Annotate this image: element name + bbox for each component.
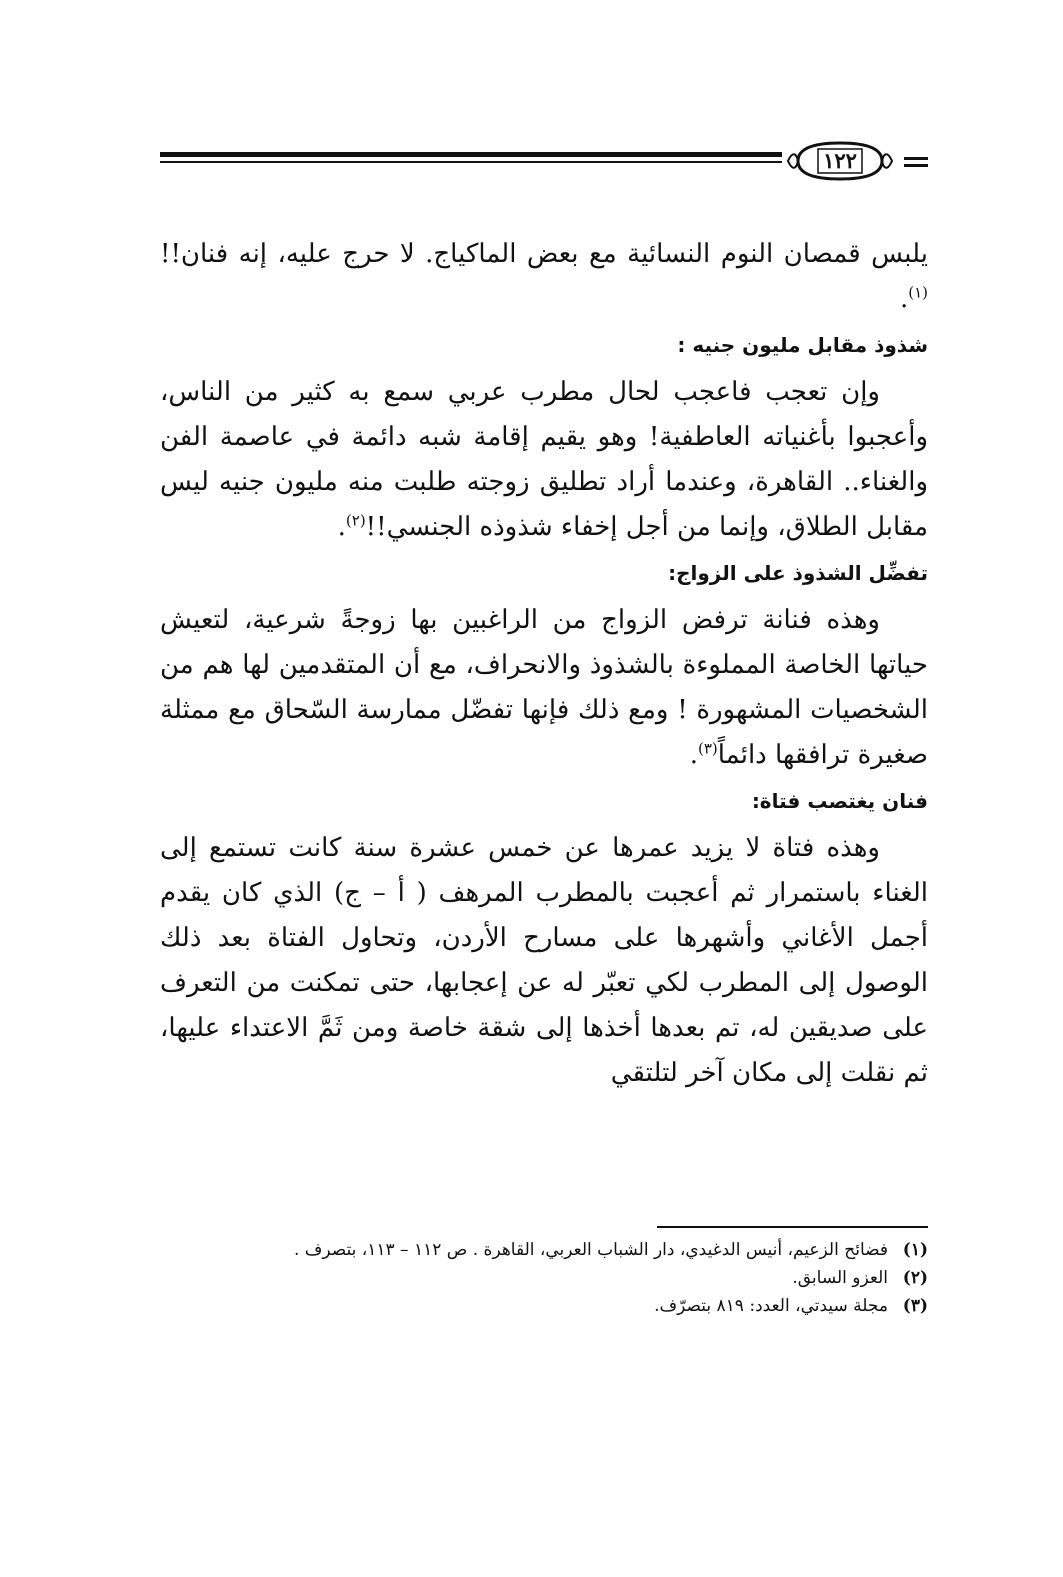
footnote-2-number: (٢) <box>902 1268 928 1288</box>
paragraph-2-text: وإن تعجب فاعجب لحال مطرب عربي سمع به كثير من الناس، وأعجبوا بأغنياته العاطفية! وهو يقيم إقامة شبه دائمة في عاصمة الفن والغناء.. القاهرة، وعندما أراد تطليق زوجته طلبت منه مليون جنيه ليس مقابل الطلاق، وإنما من أجل إخفاء شذوذه الجنسي!! <box>160 377 928 542</box>
footnote-2 <box>160 1264 928 1292</box>
footnote-3 <box>160 1292 928 1320</box>
footnote-3-text: مجلة سيدتي، العدد: ٨١٩ بتصرّف. <box>654 1296 888 1316</box>
footnote-1-number: (١) <box>902 1240 928 1260</box>
paragraph-1-end: . <box>899 284 909 314</box>
header-rule <box>160 152 782 163</box>
footnote-ref-3: (٣) <box>697 739 718 758</box>
paragraph-1-text: يلبس قمصان النوم النسائية مع بعض الماكياج. لا حرج عليه، إنه فنان!! <box>160 239 928 269</box>
page-number-badge <box>784 140 896 182</box>
paragraph-1 <box>160 232 928 322</box>
heading-1: شذوذ مقابل مليون جنيه : <box>677 333 928 357</box>
heading-3: فنان يغتصب فتاة: <box>751 789 928 813</box>
page-header <box>160 146 928 180</box>
paragraph-3-text: وهذه فنانة ترفض الزواج من الراغبين بها زوجةً شرعية، لتعيش حياتها الخاصة المملوءة بالشذوذ والانحراف، مع أن المتقدمين لها هم من الشخصيات المشهورة ! ومع ذلك فإنها تفضّل ممارسة السّحاق مع ممثلة صغيرة ترافقها دائماً <box>160 605 928 770</box>
footnotes <box>160 1236 928 1320</box>
heading-2: تفضِّل الشذوذ على الزواج: <box>668 561 928 585</box>
footnote-ref-2: (٢) <box>345 511 366 530</box>
footnote-2-text: العزو السابق. <box>792 1268 888 1288</box>
paragraph-4: وهذه فتاة لا يزيد عمرها عن خمس عشرة سنة كانت تستمع إلى الغناء باستمرار ثم أعجبت بالمطرب المرهف ( أ – ج) الذي كان يقدم أجمل الأغاني وأشهرها على مسارح الأردن، وتحاول الفتاة بعد ذلك الوصول إلى المطرب لكي تعبّر له عن إعجابها، حتى تمكنت من التعرف على صديقين له، تم بعدها أخذها إلى شقة خاصة ومن ثَمَّ الاعتداء عليها، ثم نقلت إلى مكان آخر لتلتقي <box>160 833 928 1088</box>
header-tail-rule <box>904 157 928 171</box>
footnote-ref-1: (١) <box>908 283 928 302</box>
footnote-3-number: (٣) <box>902 1296 928 1316</box>
paragraph-2-end: . <box>337 512 346 542</box>
paragraph-3-end: . <box>689 740 698 770</box>
footnote-1 <box>160 1236 928 1264</box>
paragraph-3 <box>160 598 928 778</box>
paragraph-2 <box>160 370 928 550</box>
footnote-1-text: فضائح الزعيم، أنيس الدغيدي، دار الشباب العربي، القاهرة . ص ١١٢ – ١١٣، بتصرف . <box>293 1240 888 1260</box>
page-number: ١٢٢ <box>823 148 857 173</box>
main-text <box>160 232 928 1096</box>
footnote-separator <box>657 1226 928 1228</box>
